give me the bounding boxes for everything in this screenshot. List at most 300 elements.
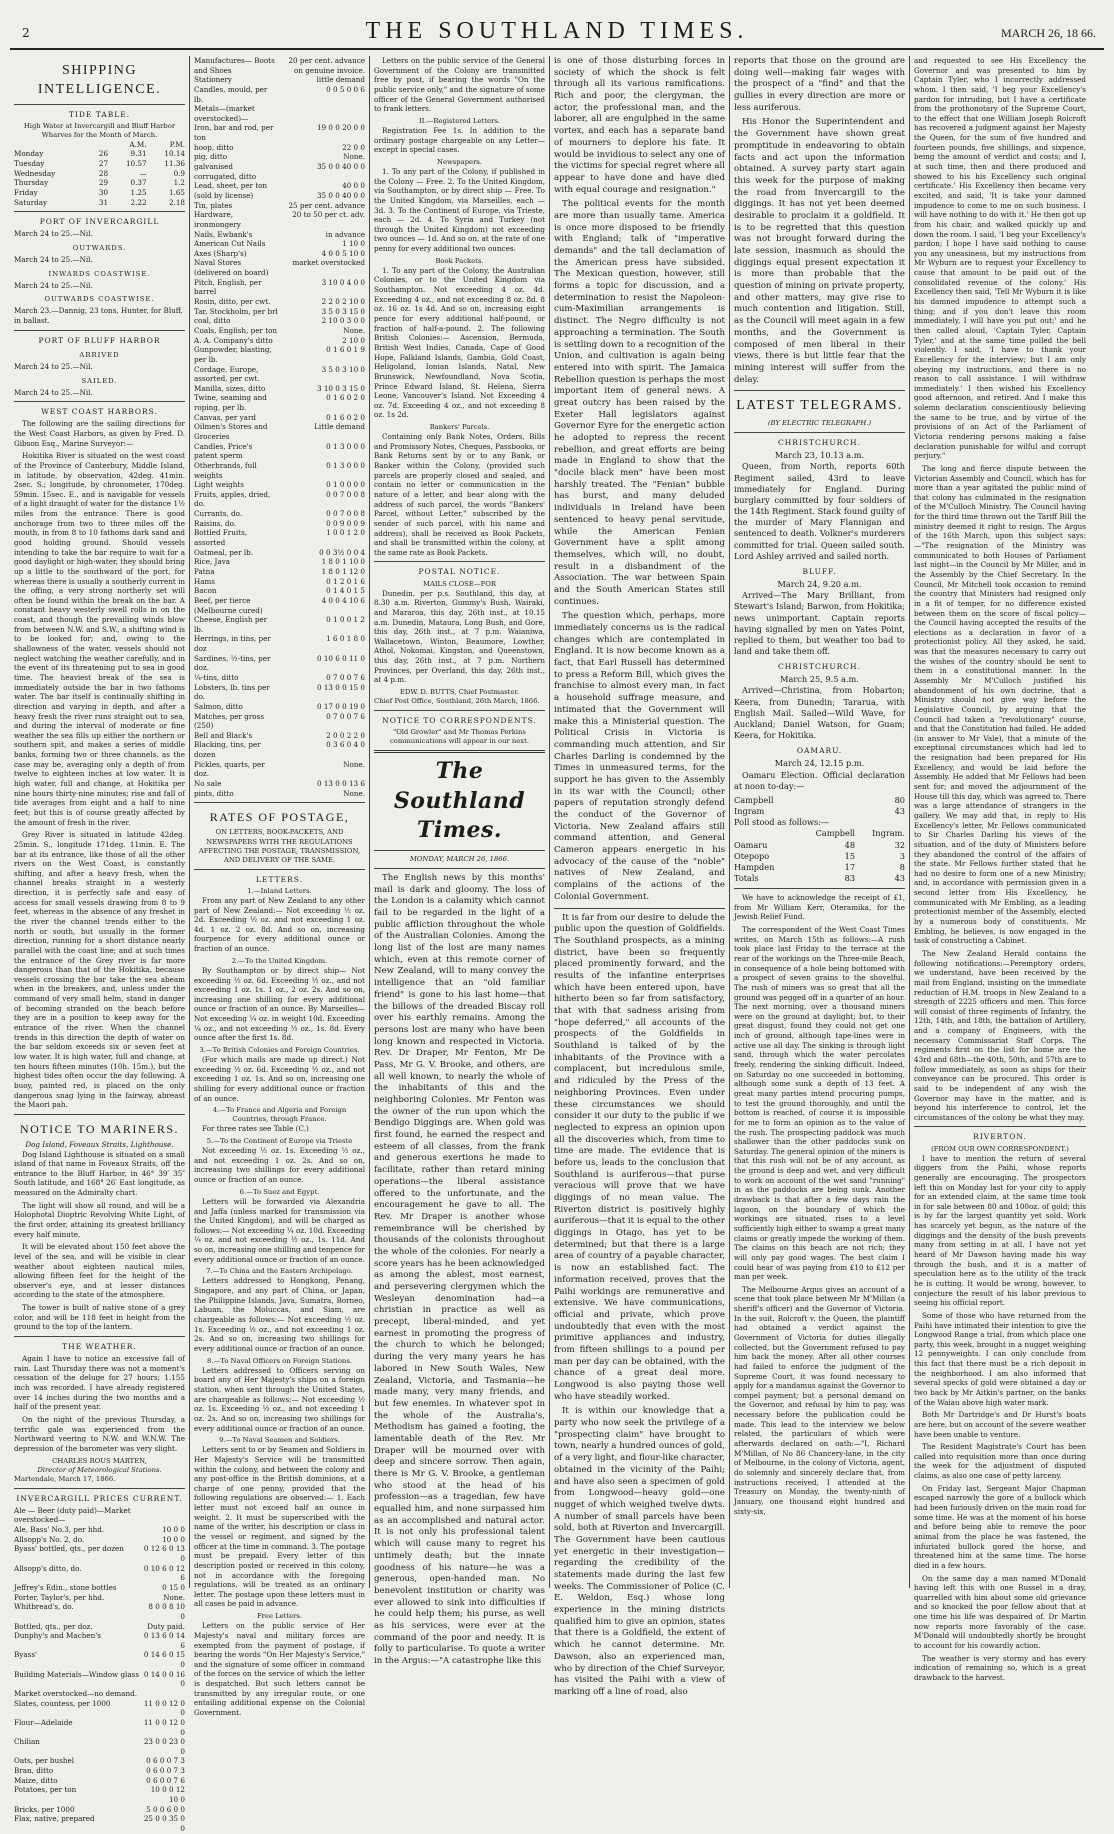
table-cell: Hampden [734,861,775,872]
price-row [14,1766,185,1776]
table-cell: Cheese, English per lb. [194,615,268,634]
price-row [14,1602,185,1621]
header-cell: A.M. [129,139,147,149]
west-coast-p2: Hokitika River is situated on the west coast of the Province of Canterbury, Middle Island, in latitude, by observation, 42deg. 41min. 2sec. S.; longitude, by chronometer, 170deg. 59min. 15sec. E., and is navigable for vessels of a light draught of water for the distance 1½ miles from the entrance. There is good anchorage from two to three miles off the mouth, in from 8 to 10 fathoms dark sand and good holding ground. Should vessels intending to take the bar require to wait for a good daylight or high-water, they should bring up a little to the southward of the port, for whereas there is usually a southerly current in the offing, a very strong northerly set will often be found within the break on the bar. A constant heavy westerly swell rolls in on the coast, and though the prevailing winds blow from between N.W. and S.W., a shifting wind is to be looked for; and, owing to the shallowness of the water, vessels should not neglect watching the weather carefully, and in the event of its threatening put to sea in good time. The heaviest break of the sea is immediately outside the bar in two fathoms water. The bar itself is continually shifting in direction and varying in depth, and after a heavy fresh the river runs straight out to sea, and during the interval of moderate or fine weather the sea fills up either the northern or southern spit, and makes a series of middle banks, forming two or three channels, as the case may be, averaging only a depth of from twelve to eighteen inches at low water. It is high water, full and change, at Hokitika per nine hours thirty-nine minutes; rise and fall of tide averages from eight and a half to nine feet; but this is of course greatly affected by the amount of fresh in the river. [14,451,185,827]
inland-text: From any part of New Zealand to any other part of New Zealand:— Not exceeding ½ oz. 2d. Exceeding ½ oz. and not exceeding 1 oz. 4d. 1 oz. 2 oz. 8d. And so on, increasing fourpence for every additional ounce or fraction of an ounce. [194,895,365,954]
table-cell: Ingram [734,806,765,817]
correspondents-text: "Old Growler" and Mr Thomas Perkins communications will appear in our next. [389,728,530,746]
goods-prices-table [194,56,365,798]
column-3 [370,56,550,1667]
price-row [14,1785,185,1804]
editorial-p6: It is within our knowledge that a party who now seek the privilege of a "prospecting claim" have brought to town, nearly a hundred ounces of gold, of a very light, and flour-like character, obtained in the vicinity of the Paihi; and have also seen a specimen of gold from Longwood—heavy gold—one nugget of which weighed twelve dwts. A number of small parcels have been sold, both at Riverton and Invercargill. The Government have been cautious yet energetic in their investigation—regarding the credibility of the statements made during the last few weeks. The Commissioner of Police (C. E. Weldon, Esq.) whose long experience in the mining districts qualified him to give an opinion, states that there is a Goldfield, the extent of which he cannot determine. Mr. Dawson, also an experienced man, who by direction of the Chief Surveyor, has visited the Paihi with a view of marking off a line of road, also [554,1406,725,1697]
price-row [14,1756,185,1766]
weather-p1: Again I have to notice an excessive fall of rain. Last Thursday there was not a moment's cessation of the deluge for 27 hours; 1.155 inch was recorded. I have already registered over 14 inches during the two months and a half of the present year. [14,1354,185,1412]
suez-heading: 6.—To Suez and Egypt. [239,1187,320,1196]
goods-price-row [194,143,365,153]
goods-price-row [194,104,365,123]
table-cell: 0 0 3½ 0 0 4 [319,547,365,557]
table-cell: Building Materials—Window glass [14,1669,140,1679]
table-cell: Nails, Ewbank's [194,229,253,239]
riverton-p3: Both Mr Dartridge's and Dr Hurst's boats are here, but on account of the severe weather have been unable to venture. [914,1410,1086,1439]
table-cell: Chilian [14,1737,40,1747]
editorial-dateline: MONDAY, MARCH 26, 1866. [409,854,510,863]
table-cell: 26 [98,149,109,159]
table-cell: Tin, plates [194,200,233,210]
table-cell: 15 [844,850,856,861]
table-cell: Beef, per tierce (Melbourne cured) [194,595,263,615]
price-row [14,1805,185,1815]
table-cell: Bran, ditto [14,1766,54,1776]
table-cell: Dunphy's and Machen's [14,1631,101,1641]
table-cell: 10 0 0 [162,1534,185,1544]
table-cell: Cordage, Europe, assorted, per cwt. [194,364,260,384]
table-cell: 0 14 6 0 15 0 [143,1650,185,1670]
table-cell: Rosin, ditto, per cwt. [194,297,271,307]
table-cell: 3 5 0 3 10 0 [321,364,365,374]
book-packets-text: 1. To any part of the Colony, the Australian Colonies, or to the United Kingdom via Southampton. Not exceeding 4 oz. 4d. Exceeding 4 oz., and not exceeding 8 oz. 8d. 8 oz. 16 oz. 1s 4d. And so on, increasing eight pence for every additional half-pound, or fraction of half-a-pound. 2. The following British Colonies:— Ascension, Bermuda, British West Indies, Canada, Cape of Good Hope, Falkland Islands, Gambia, Gold Coast, Heligoland, Ionian Islands, Natal, New Brunswick, Newfoundland, Nova Scotia, Prince Edward Island, St. Helena, Sierra Leone, Vancouver's Island. Not Exceeding 4 oz. 7d. Exceeding 4 oz., and not exceeding 8 oz. 1s 2d. [374,265,545,420]
christchurch-2-heading: CHRISTCHURCH. [778,662,861,672]
table-cell: 0 6 0 0 7 3 [146,1766,185,1776]
europe-text: Not exceeding ½ oz. 1s. Exceeding ½ oz., and not exceeding 1 oz. 2s. And so on, increasing two shillings for every additional ounce or fraction of an ounce. [194,1146,365,1185]
oamaru-text: Oamaru Election. Official declaration at noon to-day:— [734,769,905,791]
public-service-text: Letters on the public service of the General Government of the Colony are transmitted free by post, if bearing the words "On the public service only," and the signature of some officer of the General Government authorised to frank letters. [374,56,545,114]
goods-price-row [194,191,365,201]
goods-price-row [194,586,365,596]
price-row [14,1650,185,1669]
editorial-p5: It is far from our desire to delude the public upon the question of Goldfields. The Southland prospects, as a mining district, have been so frequently placed prominently forward, and the results of the infantine enterprises which have been entered upon, have hitherto been so far from satisfactory, that with that sadness arising from "hope deferred," all accounts of the prospects of the Goldfields in Southland is talked of by the inhabitants of the Province with a complacent, but incredulous smile, and ridiculed by the Press of the neighboring Provinces. Even under these circumstances we should consider it our duty to the public if we neglected to express an opinion upon all the discoveries which, from time to time are made. The evidence that is before us, leads to the conclusion that Southland is auriferous—that purse veracious will prove that we have diggings of no mean value. The Riverton district is positively highly auriferous—that it is equal to the other diggings in Otago, has yet to be determined; but that there is a large area of country of a payable character, is now an established fact. The information received, proves that the Paihi workings are remunerative and extensive. We have communications, official and private, which prove undoubtedly that even with the most primitive appliances and industry, from fifteen shillings to a pound per man per day can be obtained, with the chance of a great deal more. Longwood is also paying those well who have steadily worked. [554,912,725,1402]
table-cell: Metals—(market overstocked)— [194,104,255,123]
table-cell: 0 1 6 0 2 0 [326,412,365,422]
table-cell: 8 0 0 8 10 0 [148,1602,185,1621]
table-cell: Allsopp's ditto, do. [14,1563,82,1573]
column-4 [550,56,730,1697]
table-cell: 43 [894,873,905,883]
table-cell: — [139,168,147,178]
table-cell: 0 3 6 0 4 0 [326,740,365,750]
table-cell: 0 1 6 0 2 0 [326,393,365,403]
goods-price-row [194,326,365,336]
goods-price-row [194,249,365,259]
price-row [14,1564,185,1583]
goods-price-row [194,683,365,702]
table-cell: 3 [899,850,905,861]
table-cell: 10.57 [125,159,147,169]
issue-date: MARCH 26, 18 66. [1000,26,1096,40]
weather-signature: CHARLES ROUS MARTEN, [52,1456,147,1465]
telegrams-heading: LATEST TELEGRAMS. [736,398,903,414]
bluff-date: March 24, 9.20 a.m. [777,579,862,590]
goods-price-row [194,152,365,162]
seamen-heading: 9.—To Naval Seamen and Soldiers. [219,1436,340,1445]
table-cell: Bottled, qts., per doz. [14,1621,93,1631]
table-cell: Maize, ditto [14,1775,58,1785]
table-cell: 3 5 0 3 15 0 [321,306,365,316]
table-cell: Lobsters, lb. tins per do. [194,682,270,702]
table-cell: Sardines, ½-tins, per doz. [194,653,271,673]
table-cell: Totals [734,873,759,883]
table-cell: 0 6 0 0 7 6 [146,1775,185,1785]
table-cell: 1 0 0 1 2 0 [326,528,365,538]
port-bluff-heading: PORT OF BLUFF HARBOR [38,335,161,345]
price-row [14,1593,185,1603]
table-cell: Twine, seaming and roping, per lb. [194,393,267,413]
tide-row [14,159,185,169]
table-cell: Candles, mould, per lb. [194,84,268,104]
europe-heading: 5.—To the Continent of Europe via Trieste [206,1137,353,1146]
price-row [14,1583,185,1593]
table-cell: 10.14 [164,149,185,159]
bluff-heading: BLUFF. [802,566,837,576]
goods-price-row [194,615,365,634]
free-letters-heading: Free Letters. [256,1612,303,1621]
price-row [14,1622,185,1632]
tide-row [14,149,185,159]
postage-heading: RATES OF POSTAGE, [209,810,350,825]
inv-outwards: March 24 to 25.—Nil. [14,255,93,264]
masthead [10,18,1104,50]
table-cell: Manilla, sizes, ditto [194,383,266,393]
price-row [14,1718,185,1737]
table-cell: Otepopo [734,850,770,861]
weather-p2: On the night of the previous Thursday, a terrific gale was experienced from the Northward veering to N.W. and W.N.W. The depression of the barometer was very slight. [14,1414,185,1453]
goods-price-row [194,307,365,317]
book-packets-heading: Book Packets. [435,256,484,265]
price-row [14,1525,185,1535]
column-1 [10,56,190,1833]
postal-signature: EDW. D. BUTTS, Chief Postmaster. [399,688,520,697]
table-cell: pints, ditto [194,788,234,798]
inland-heading: 1.—Inland Letters. [247,886,312,895]
table-cell: 0 0 7 0 0 8 [326,509,365,519]
goods-price-row [194,702,365,712]
mariners-p2: The light will show all round, and will be a Holophotal Dioptric Revolving White Light, of the first order, attaining its greatest brilliancy every half minute. [14,1200,185,1239]
header-cell: P.M. [169,139,185,149]
letters-label: LETTERS. [256,874,303,884]
goods-price-row [194,789,365,799]
table-cell: 32 [894,839,905,850]
riverton-heading: RIVERTON. [973,1132,1027,1142]
header-cell [14,140,91,150]
table-cell: Potatoes, per ton [14,1785,77,1795]
bankers-text: Containing only Bank Notes, Orders, Bills and Promissory Notes, Cheques, Passbooks, or Bank Returns sent by or to any Bank, or Banker within the Colony, (provided such parcels are properly closed and sealed, and contain no letter or communication in the nature of a letter, and bear along with the address of such parcel, the words "Bankers' Parcel, without Letter," subscribed by the sender of such parcel, with his name and address), shall be received as Book Packets, and shall be transmitted within the colony, at the same rate as Book Packets. [374,432,545,557]
west-coast-p3: Grey River is situated in latitude 42deg. 25min. S., longitude 171deg. 11min. E. The bar at its entrance, like those of all the other rivers on the West Coast, is constantly shifting, and after a heavy fresh, when the channel breaks straight in a westerly direction, it is perfectly safe and easy of access for small vessels drawing from 8 to 9 feet, whereas in the absence of any freshet in the river the channel trends either to the north or south, but usually in the former direction, running for a short distance nearly parallel with the coast line; and at such times the entrance of the Grey river is far more dangerous than that of the Hokitika, because vessels crossing the bar take the sea abeam when in the breakers, and, unless under the command of very small helm, stand in danger of becoming stranded on the beach before they are in a position to keep away for the entrance of the river. When the channel trends in this direction the depth of water on the bar seldom exceeds six or seven feet at low water. It is high water, full and change, at ten hours fifteen minutes (10h. 15m.), but the highest tides often occur the day following. A buoy, painted red, is placed on the only dangerous snag lying in the fairway, abreast the Maori pah. [14,830,185,1110]
registered-text: Registration Fee 1s. In addition to the ordinary postage chargeable on any Letter—except in special cases. [374,125,545,155]
table-cell: Coals, English, per ton [194,325,278,335]
christchurch-1-heading: CHRISTCHURCH. [778,438,861,448]
goods-price-row [194,519,365,529]
table-cell: Raisins, do. [194,518,237,528]
table-cell: None. [163,1592,185,1602]
table-cell: Oilmen's Stores and Groceries [194,422,268,441]
table-cell: Naval Stores (delivered on board) [194,258,269,278]
table-cell: pig, ditto [194,152,228,162]
inv-coast-in-label: INWARDS COASTWISE. [48,269,151,278]
mariners-p4: The tower is built of native stone of a grey color, and will be 118 feet in height from the ground to the top of the lantern. [14,1303,185,1332]
goods-price-row [194,461,365,480]
column-2 [190,56,370,1717]
table-cell: Byass' bottled, qts., per dozen [14,1544,124,1554]
table-cell: Tar, Stockholm, per brl [194,306,278,316]
table-cell [143,1689,185,1699]
table-cell: 2 10 0 [342,335,365,345]
table-cell: 8 [899,861,905,872]
table-cell: coal, ditto [194,316,231,326]
table-cell: Ale — Beer (duty paid)—Market overstocked— [14,1505,131,1525]
table-cell: American Cut Nails [194,239,266,249]
goods-price-row [194,230,365,240]
goods-price-row [194,779,365,789]
editorial-p4: The question which, perhaps, more immediately concerns us is the radical changes which are contemplated in England. It is now become known as a fact, that Earl Russell has determined to press a Reform Bill, which gives the franchise to almost every man, in fact a household suffrage measure, and intimated that the Government will make this a Ministerial question. The Political Crisis in Victoria is commanding much attention, and Sir Charles Darling is condemned by the Times in unmeasured terms, for the support he has given to the Assembly in its war with the Council; other papers of reputation strongly defend the conduct of the Governor of Victoria. New Zealand affairs still command attention, and General Cameron appears energetic in his advocacy of the cause of the "noble" natives of New Zealand, and complains of the actions of the Colonial Government. [554,611,725,902]
table-cell: Allsopp's No. 2, do. [14,1534,85,1544]
table-cell: Thursday [14,178,49,188]
poll-row [734,795,905,806]
table-cell: 0.37 [130,178,147,188]
goods-price-row [194,634,365,653]
goods-price-row [194,56,365,75]
france-text: For three rates see Table (C.) [202,1124,309,1134]
table-cell: 0 10 6 0 12 6 [143,1563,185,1583]
poll-row [734,840,905,851]
goods-price-row [194,567,365,577]
table-cell: 0 1 2 0 1 6 [326,576,365,586]
table-cell: Whitbread's, do. [14,1602,74,1612]
west-coast-heading: WEST COAST HARBORS. [41,407,158,417]
tide-table [14,140,185,207]
table-cell: Campbell [734,794,774,805]
table-cell: Rice, Java [194,557,231,567]
table-cell: Pickles, quarts, per doz. [194,759,265,779]
newspapers-heading: Newspapers. [437,157,482,166]
table-cell: Porter, Taylor's, per hhd. [14,1592,105,1602]
table-cell: 0 7 0 0 7 6 [326,711,365,721]
goods-price-row [194,384,365,394]
table-cell: 2 2 0 2 10 0 [321,297,365,307]
table-cell: Otherbrands, full weights [194,460,257,480]
mariners-p3: It will be elevated about 150 feet above the level of the sea, and will be visible in clear weather about eighteen nautical miles, allowing fifteen feet for the height of the observer's eye, and at lesser distances according to the state of the atmosphere. [14,1242,185,1300]
postal-notice-heading: POSTAL NOTICE. [418,567,501,577]
france-heading: 4.—To France and Algeria and Foreign Countries, through France. [212,1106,347,1124]
table-cell: Pitch, English, per barrel [194,277,262,297]
table-cell: Saturday [14,197,48,207]
goods-price-row [194,480,365,490]
poll-row [734,806,905,817]
goods-price-row [194,162,365,181]
table-cell: Manufactures— Boots and Shoes [194,56,275,75]
table-cell: 35 0 0 40 0 0 [316,190,365,200]
table-cell: 5 0 0 6 0 0 [146,1804,185,1814]
goods-price-row [194,490,365,509]
price-row [14,1535,185,1545]
victoria-dispute: The long and fierce dispute between the Victorian Assembly and Council, which has for more than a year agitated the public mind of that colony has culminated in the resignation of the M'Culloch Ministry. The Council having for the third time thrown out the Tariff Bill the ministry deemed it right to resign. The Argus of the 16th March, upon this subject says:—"The resignation of the Ministry was communicated to both Houses of Parliament last night—in the Council by Mr Miller, and in the Assembly by the Chief Secretary. In the Council, Mr Mitchell took occasion to remind the country that Ministers had resigned only in a fit of temper, for no difference existed between them on the score of fiscal policy—the Council having accepted the results of the elections as a declaration in favor of a protectionist policy. All they asked, he said, was that the measures necessary to carry out the wishes of the country should be sent to them in a constitutional manner. In the Assembly Mr M'Culloch justified his abandonment of his own doctrine, that a Ministry should not give way before the Legislative Council, by arguing that the Council had taken a "revolutionary" course, and that the Constitution had failed. He added (in answer to Mr Vale), that a minute of the exceptional circumstances which had led to the resignation had been prepared for His Excellency, and would be laid before the Assembly. He added that Mr Fellows had been sent for; and moved the adjournment of the House till this day, which was agreed to. There was a large attendance of strangers in the gallery. We may add that, in reply to His Excellency's letter, Mr Fellows communicated to Sir Charles Darling his views of the situation, and of the duty of Ministers before they abandoned the control of the affairs of the state. Mr Fellows further stated that he had no desire to form one of a new Ministry; and, in accordance with permission given in a second letter from His Excellency, he communicated with Mr Embling, as a leading protectionist member of the Assembly, elected by a numerous body of constituents. Mr Embling, he believes, is now engaged in the task of constructing a Cabinet. [914,463,1086,946]
table-cell: 0 15 0 [162,1582,185,1592]
table-cell: 1.25 [130,187,147,197]
poll-row [734,862,905,873]
table-cell: 25 0 0 35 0 0 [143,1814,185,1833]
table-cell: 3 10 0 4 0 0 [321,277,365,287]
table-cell: 28 [98,168,109,178]
table-cell: 35 0 0 40 0 0 [316,162,365,172]
table-cell: little demand [316,75,365,85]
table-cell: 80 [894,794,905,805]
bluff-arrived-label: ARRIVED [79,350,120,359]
table-cell: 4 0 0 5 10 0 [321,248,365,258]
table-cell: 0 1 0 0 1 2 [326,615,365,625]
mariners-p1: Dog Island Lighthouse is situated on a small island of that name in Foveaux Straits, off the entrance to the Bluff Harbor, in 46° 39′ 35″ South latitude, and 168° 26′ East longitude, as measured on the Admiralty chart. [14,1149,185,1198]
goods-price-row [194,75,365,85]
goods-price-row [194,654,365,673]
tide-row [14,169,185,179]
christchurch-1-date: March 23, 10.13 a.m. [774,450,865,461]
table-cell: 0 1 0 0 0 0 [326,480,365,490]
table-cell: market overstocked [292,258,365,268]
goods-price-row [194,278,365,297]
poll-table-1 [734,795,905,817]
table-cell: A. A. Company's ditto [194,335,273,345]
bluff-text: Arrived—The Mary Brilliant, from Stewart's Island; Barwon, from Hokitika; news unimportant. Captain reports having signalled by men on Yates Point, replied to them, but weather too bad to land and take them off. [734,590,905,656]
goods-price-row [194,336,365,346]
jewish-relief-ack: We have to acknowledge the receipt of £1, from Mr William Kerr, Oteramika, for the Jewish Relief Fund. [734,893,905,922]
registered-heading: II.—Registered Letters. [419,116,500,125]
table-cell: 0 1 3 0 0 0 [326,441,365,451]
colonies-text: (For which mails are made up direct.) Not exceeding ½ oz. 6d. Exceeding ½ oz., and not exceeding 1 oz. 1s. And so on, increasing one shilling for every additional ounce or fraction of an ounce. [194,1055,365,1103]
table-cell: 2 0 0 2 2 0 [326,730,365,740]
goods-price-row [194,85,365,104]
goods-price-row [194,673,365,683]
table-cell [278,104,365,123]
table-cell: 1.65 [168,187,185,197]
bluff-arrived: March 24 to 25.—Nil. [14,361,93,371]
christchurch-2-date: March 25, 9.5 a.m. [780,674,859,685]
header-cell: Campbell [815,828,856,839]
goods-price-row [194,577,365,587]
goods-price-row [194,740,365,759]
table-cell: Market overstocked—no demand. [14,1689,137,1698]
table-cell: Bacon [194,586,217,596]
table-cell: Oatmeal, per lb. [194,547,254,557]
goods-price-row [194,365,365,384]
table-cell: Monday [14,149,44,159]
poll-table-2 [734,828,905,884]
table-cell: 0 0 5 0 0 6 [326,84,365,94]
table-cell: Little demand [314,422,365,432]
table-cell: 0 14 0 0 16 0 [143,1669,185,1689]
table-cell: Lead, sheet, per ton [194,181,268,191]
argus-account: The Melbourne Argus gives an account of a scene that took place between Mr M'Millan (a sheriff's officer) and the Governor of Victoria. In the suit, Rolcroft v. the Queen, the plaintiff had obtained a verdict against the Government of Victoria for duties illegally collected, but the Government refused to pay him back the money. After all other courses had failed to enforce the judgment of the Supreme Court, it was found necessary to apply for a mandamus against the Governor to compel payment; but a personal demand on the Governor, and refusal by him to pay, was necessary before the publication could be made. This lead to the interview we below related, the particulars of which were afterwards declared on oath:—"I, Richard M'Millan, of No 86 Chancery-lane, in the city of Melbourne, in the colony of Victoria, agent, do solemnly and sincerely declare that, from instructions received, I attended at the Treasury on Monday, the twenty-ninth of January, one thousand eight hundred and sixty-six, [734,1284,905,1516]
naval-text: Letters addressed to Officers serving on board any of Her Majesty's ships on a foreign station, when sent through the United States, are chargeable as follows:— Not exceeding ½ oz. 1s. Exceeding ½ oz., and not exceeding 1 oz. 2s. And so on, increasing two shillings for every additional ounce or fraction of an ounce. [194,1365,365,1433]
goods-price-row [194,760,365,779]
west-coast-correspondent: The correspondent of the West Coast Times writes, on March 15th as follows:—A rush took place last Friday to the terrace at the rear of the workings on the Three-mile Beach, in consequence of a hole being bottomed with a prospect of seven grains to the shovelful. The rush of miners was so great that all the ground was pegged off in a quarter of an hour. The next morning, over a thousand miners were on the ground at daylight; but, to their great disgust, found they could not get one inch of ground, although tape-lines were in active use all day. The sinking is through light sand, through which the water percolates freely, rendering the sinking difficult. Indeed, on Saturday no one succeeded in bottoming, although some sunk a depth of 13 feet. A great many parties intend procuring pumps, to test the ground thoroughly, and until the bottom is reached, of course it is impossible for me to form an opinion as to the value of the rush. The prospecting paddock was much shallower than the other paddocks sunk on Saturday. The general opinion of the miners is that this rush will not be of any account, as the ground is deep and wet, and very difficult to work on account of the wet sand "running" in as the paddocks are being sunk. Another drawback is that after a few days rain the lagoon, on the boundary of which the workings are situated, rises to a level sufficiently high either to swamp a great many claims or greatly impede the working of them. The claims on this beach are not rich; they will only pay good wages. The best claim I could hear of was paying from £10 to £12 per man per week. [734,925,905,1282]
inv-coast-out-label: OUTWARDS COASTWISE. [44,295,155,304]
tide-intro: High Water at Invercargill and Bluff Harbor Wharves for the Month of March. [23,121,176,139]
table-cell: ¼-tins, ditto [194,673,239,682]
goods-price-row [194,422,365,441]
goods-price-row [194,509,365,519]
postal-place: Chief Post Office, Southland, 26th March, 1866. [374,697,540,706]
table-cell: 30 [98,187,109,197]
table-cell: 83 [844,873,856,883]
table-cell: 11 0 0 12 0 0 [143,1698,185,1718]
table-cell: 1 8 0 1 12 0 [321,566,365,576]
goods-price-row [194,442,365,461]
table-cell: 0 0 9 0 0 9 [326,518,365,528]
table-cell: 40 0 0 [342,181,365,191]
goods-price-row [194,258,365,277]
table-cell: 23 0 0 23 0 0 [143,1737,185,1756]
table-cell: None. [343,788,365,798]
table-cell: Jeffrey's Edin., stone bottles [14,1582,117,1592]
table-cell: Blacking, tins, per dozen [194,740,261,760]
table-cell: (sold by license) [194,190,254,200]
tide-row [14,178,185,188]
table-cell: 1 8 0 1 10 0 [321,557,365,567]
table-cell: 3 10 0 3 15 0 [316,383,365,393]
nz-herald-notice: The New Zealand Herald contains the following notifications:—Peremptory orders, we understand, have been received by the mail from England, insisting on the immediate reduction of H.M. troops in New Zealand to a strength of 2225 officers and men. This force will consist of three regiments of Infantry, the 12th, 14th, and 18th, the battalion of Artillery, and a company of Engineers, with the necessary Commissariat Staff Corps. The regiments first on the list for home are the 43rd and 68th—the 40th, 50th, and 57th are to follow immediately, as soon as ships for their conveyance can be procured. This order is said to be independent of any wish the Governor may have in the matter, and is beyond his interference to control, let the circumstances of the colony be what they may. [914,948,1086,1122]
riverton-p2: Some of those who have returned from the Paihi have intimated their intention to give the Longwood Range a trial, from which place one party, this week, brought in a nugget weighing 12 pennyweights. I can only conclude from this fact that there must be a rich deposit in the neighborhood. I am also informed that several specks of gold were obtained a day or two back by Mr Aitkin's partner, on the banks of the Waiau above high water mark. [914,1310,1086,1407]
price-row [14,1631,185,1650]
editorial-title: The Southland Times. [393,758,526,844]
goods-price-row [194,528,365,547]
table-cell: 0 1 4 0 1 5 [326,586,365,596]
table-header [734,828,905,839]
goods-price-row [194,393,365,412]
weather-signature-title: Director of Meteorological Stations. [37,1465,162,1474]
postage-sub: ON LETTERS, BOOK-PACKETS, AND NEWSPAPERS WITH THE REGULATIONS AFFECTING THE POSTAGE, TRANSMISSION, AND DELIVERY OF THE SAME. [198,828,361,864]
table-cell: Light weights [194,480,244,490]
table-cell: Duty paid. [147,1621,185,1631]
table-cell: in advance [325,229,365,239]
table-cell: 19 0 0 20 0 0 [316,123,365,133]
table-cell: 0.9 [173,168,185,178]
bankers-heading: Bankers' Parcels. [429,423,490,432]
table-cell [143,1506,185,1525]
table-cell: 11 0 0 12 0 0 [143,1717,185,1737]
oamaru-date: March 24, 12.15 p.m. [774,758,865,769]
poll-row [734,873,905,884]
table-cell: 20 to 50 per ct. adv. [292,210,365,220]
table-cell: Axes (Sharp's) [194,248,247,258]
goldfield-p2: His Honor the Superintendent and the Government have shown great promptitude in endeavoring to obtain facts and act upon the information obtained. A survey party start again this week for the purpose of making the road from Invercargill to the diggings. It has not yet been deemed desirable to proclaim it a goldfield. It is to be regretted that this question was not brought forward during the late session, inasmuch as should the diggings equal present expectation it is more than probable that the question of mining on private property, and other matters, may give rise to much contention and litigation. Still, as the Council will meet again in a few months, and the Government is composed of men liberal in their views, there is but little fear that the mining interest will suffer from the delay. [734,117,905,385]
goods-price-row [194,316,365,326]
table-cell: Flax, native, prepared [14,1814,95,1824]
table-cell: Fruits, apples, dried, do. [194,489,271,509]
table-cell: 0 6 0 0 7 3 [146,1756,185,1766]
goods-price-row [194,345,365,364]
table-cell: Flour—Adelaide [14,1717,73,1727]
price-row [14,1776,185,1786]
editorial-p1: The English news by this months' mail is dark and gloomy. The loss of the London is a calamity which cannot fail to be regarded in the light of a public affliction throughout the whole of the Australian Colonies. Among the long list of the lost are many names which, even at this remote corner of New Zealand, will to many convey the intelligence that an "old familiar friend" is gone to his last home—that the billows of the dreaded Biscay roll over his earthly remains. Among the persons lost are many who have been long known and respected in Victoria. Rev. Dr Draper, Mr Fenton, Mr De Pass, Mr G. V. Brooke, and others, are all well known, to nearly the whole of the inhabitants of this and the neighboring Colonies. Mr Fenton was the owner of the run upon which the Bendigo Diggings are. When gold was first found, he earned the respect and esteem of all classes, from the frank and generous exertions he made to facilitate, rather than retard mining operations—the liberal assistance offered to the unfortunate, and the encouragement he gave to all. The Rev. Mr Draper is another whose remembrance will be cherished by thousands of the colonists throughout the whole of the colonies. For nearly a score years has he been acknowledged as among the ablest, most earnest, and persevering clergymen which the Wesleyan denomination had—a christian in practice as well as precept, liberal-minded, and yet earnest in promoting the progress of the church to which he belonged; during the very many years he has labored in New South Wales, New Zealand, Victoria, and Tasmania—he made many, very many friends, and but few enemies. In whatever spot in the whole of the Australia's, Methodism has gained a footing, the lamentable death of the Rev. Mr Draper will be mourned over with deep and sincere sorrow. Then again, there is Mr G. V. Brooke, a gentleman who stood at the head of his profession—as a tragedian, few have equalled him, and none surpassed him as an accomplished and natural actor. It is not only his professional talent which will cause many to regret his untimely death; but the innate goodness of his nature—he was a generous, open-handed man. No benevolent institution or charity was ever allowed to sink into difficulties if he could help them; his purse, as well as his services, were ever at the command of the poor and needy. It is folly to particularise. To quote a writer in the Argus:—"A catastrophe like this [374,872,545,1667]
shipping-heading: SHIPPING INTELLIGENCE. [37,63,162,97]
table-cell: Wednesday [14,168,56,178]
riverton-p6: On the same day a man named M'Donald having left this with one Russel in a dray, quarrelled with him about some old grievance and so knocked the poor fellow about that at one time his life was despaired of. Dr Martin now reports more favorably of the case. M'Donald will undoubtedly shortly be brought to account for his cowardly action. [914,1573,1086,1650]
column-6 [910,56,1090,1682]
table-cell: 0 13 0 0 15 0 [316,682,365,692]
table-cell: 10 0 0 12 10 0 [150,1785,185,1805]
telegrams-sub: (BY ELECTRIC TELEGRAPH.) [767,419,872,427]
table-cell: Stationery [194,75,232,85]
table-cell: Bottled Fruits, assorted [194,528,248,548]
riverton-sub: (FROM OUR OWN CORRESPONDENT.) [931,1144,1069,1153]
price-row [14,1737,185,1756]
poll-label: Poll stood as follows:— [734,817,830,828]
inv-arrived: March 24 to 25.—Nil. [14,229,93,239]
table-cell: 0 12 6 0 13 0 [143,1544,185,1564]
table-cell: 1 10 0 [342,239,365,249]
bluff-sailed: March 24 to 25.—Nil. [14,387,93,397]
correspondents-heading: NOTICE TO CORRESPONDENTS. [382,716,537,726]
table-cell: 22 0 0 [342,142,365,152]
table-cell: 2.22 [130,197,147,207]
table-cell: 1.2 [173,178,185,188]
